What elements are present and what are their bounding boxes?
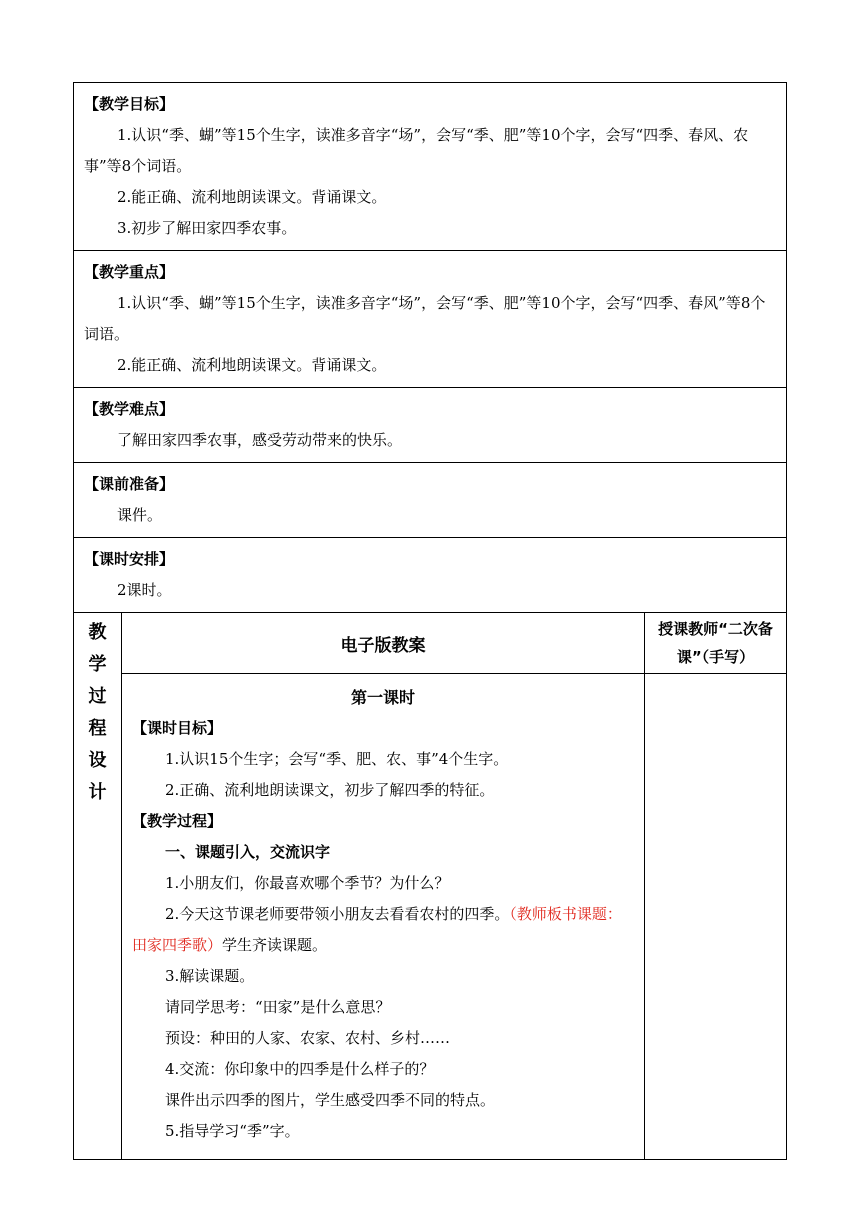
section-line: 了解田家四季农事，感受劳动带来的快乐。: [117, 431, 403, 449]
section-line: 3.初步了解田家四季农事。: [117, 219, 297, 237]
section-teaching-difficulty: [74, 388, 787, 463]
section-line: 1.认识“季、蝴”等15个生字，读准多音字“场”，会写“季、肥”等10个字，会写“四季、春风”等8个词语。: [84, 294, 766, 343]
section-line: 1.认识“季、蝴”等15个生字，读准多音字“场”，会写“季、肥”等10个字，会写“四季、春风、农事”等8个词语。: [84, 126, 749, 175]
step-item: [132, 899, 634, 961]
step-item: 预设：种田的人家、农家、农村、乡村……: [165, 1029, 451, 1047]
side-label-char: 程: [88, 718, 107, 739]
section-title: 【课时安排】: [84, 550, 175, 568]
step-item: 3.解读课题。: [165, 967, 255, 985]
step-item-text: 2.今天这节课老师要带领小朋友去看看农村的四季。: [165, 905, 510, 923]
section-title: 【教学重点】: [84, 263, 175, 281]
side-label-char: 学: [88, 654, 107, 675]
process-heading: 【教学过程】: [132, 812, 223, 830]
step-item: 请同学思考：“田家”是什么意思？: [165, 998, 391, 1016]
section-teaching-focus: [74, 251, 787, 388]
section-title: 【教学目标】: [84, 95, 175, 113]
lesson-title: 第一课时: [350, 688, 415, 707]
section-title: 【课前准备】: [84, 475, 175, 493]
step-item: 1.小朋友们，你最喜欢哪个季节？为什么？: [165, 874, 450, 892]
lesson-goal-heading: 【课时目标】: [132, 719, 223, 737]
teacher-notes-cell: [645, 674, 787, 1160]
process-header-row: [74, 613, 787, 674]
section-line: 2.能正确、流利地朗读课文。背诵课文。: [117, 356, 387, 374]
step-heading: 一、课题引入，交流识字: [165, 843, 331, 861]
teacher-board-note: （教师板书课题：田家四季歌）: [132, 905, 622, 954]
section-teaching-goals: [74, 83, 787, 251]
lesson-plan-page: [73, 82, 786, 1160]
section-preparation: [74, 463, 787, 538]
section-line: 2课时。: [117, 581, 172, 599]
side-label-char: 教: [88, 622, 107, 643]
step-item: 5.指导学习“季”字。: [165, 1122, 300, 1140]
section-line: 2.能正确、流利地朗读课文。背诵课文。: [117, 188, 387, 206]
teacher-notes-header: 授课教师“二次备课”（手写）: [645, 613, 787, 674]
lesson-plan-table: [73, 82, 787, 1160]
section-title: 【教学难点】: [84, 400, 175, 418]
section-schedule: [74, 538, 787, 613]
side-label-char: 计: [88, 782, 107, 803]
step-item: 4.交流：你印象中的四季是什么样子的？: [165, 1060, 435, 1078]
step-item-text: 学生齐读课题。: [222, 936, 328, 954]
lesson-goal-item: 2.正确、流利地朗读课文，初步了解四季的特征。: [165, 781, 495, 799]
step-item: 课件出示四季的图片，学生感受四季不同的特点。: [165, 1091, 496, 1109]
process-body-row: [74, 674, 787, 1160]
section-line: 课件。: [117, 506, 163, 524]
lesson-goal-item: 1.认识15个生字；会写“季、肥、农、事”4个生字。: [165, 750, 509, 768]
process-side-label: [74, 613, 122, 1160]
electronic-plan-header: 电子版教案: [122, 613, 645, 674]
side-label-char: 设: [88, 750, 107, 771]
side-label-char: 过: [88, 686, 107, 707]
